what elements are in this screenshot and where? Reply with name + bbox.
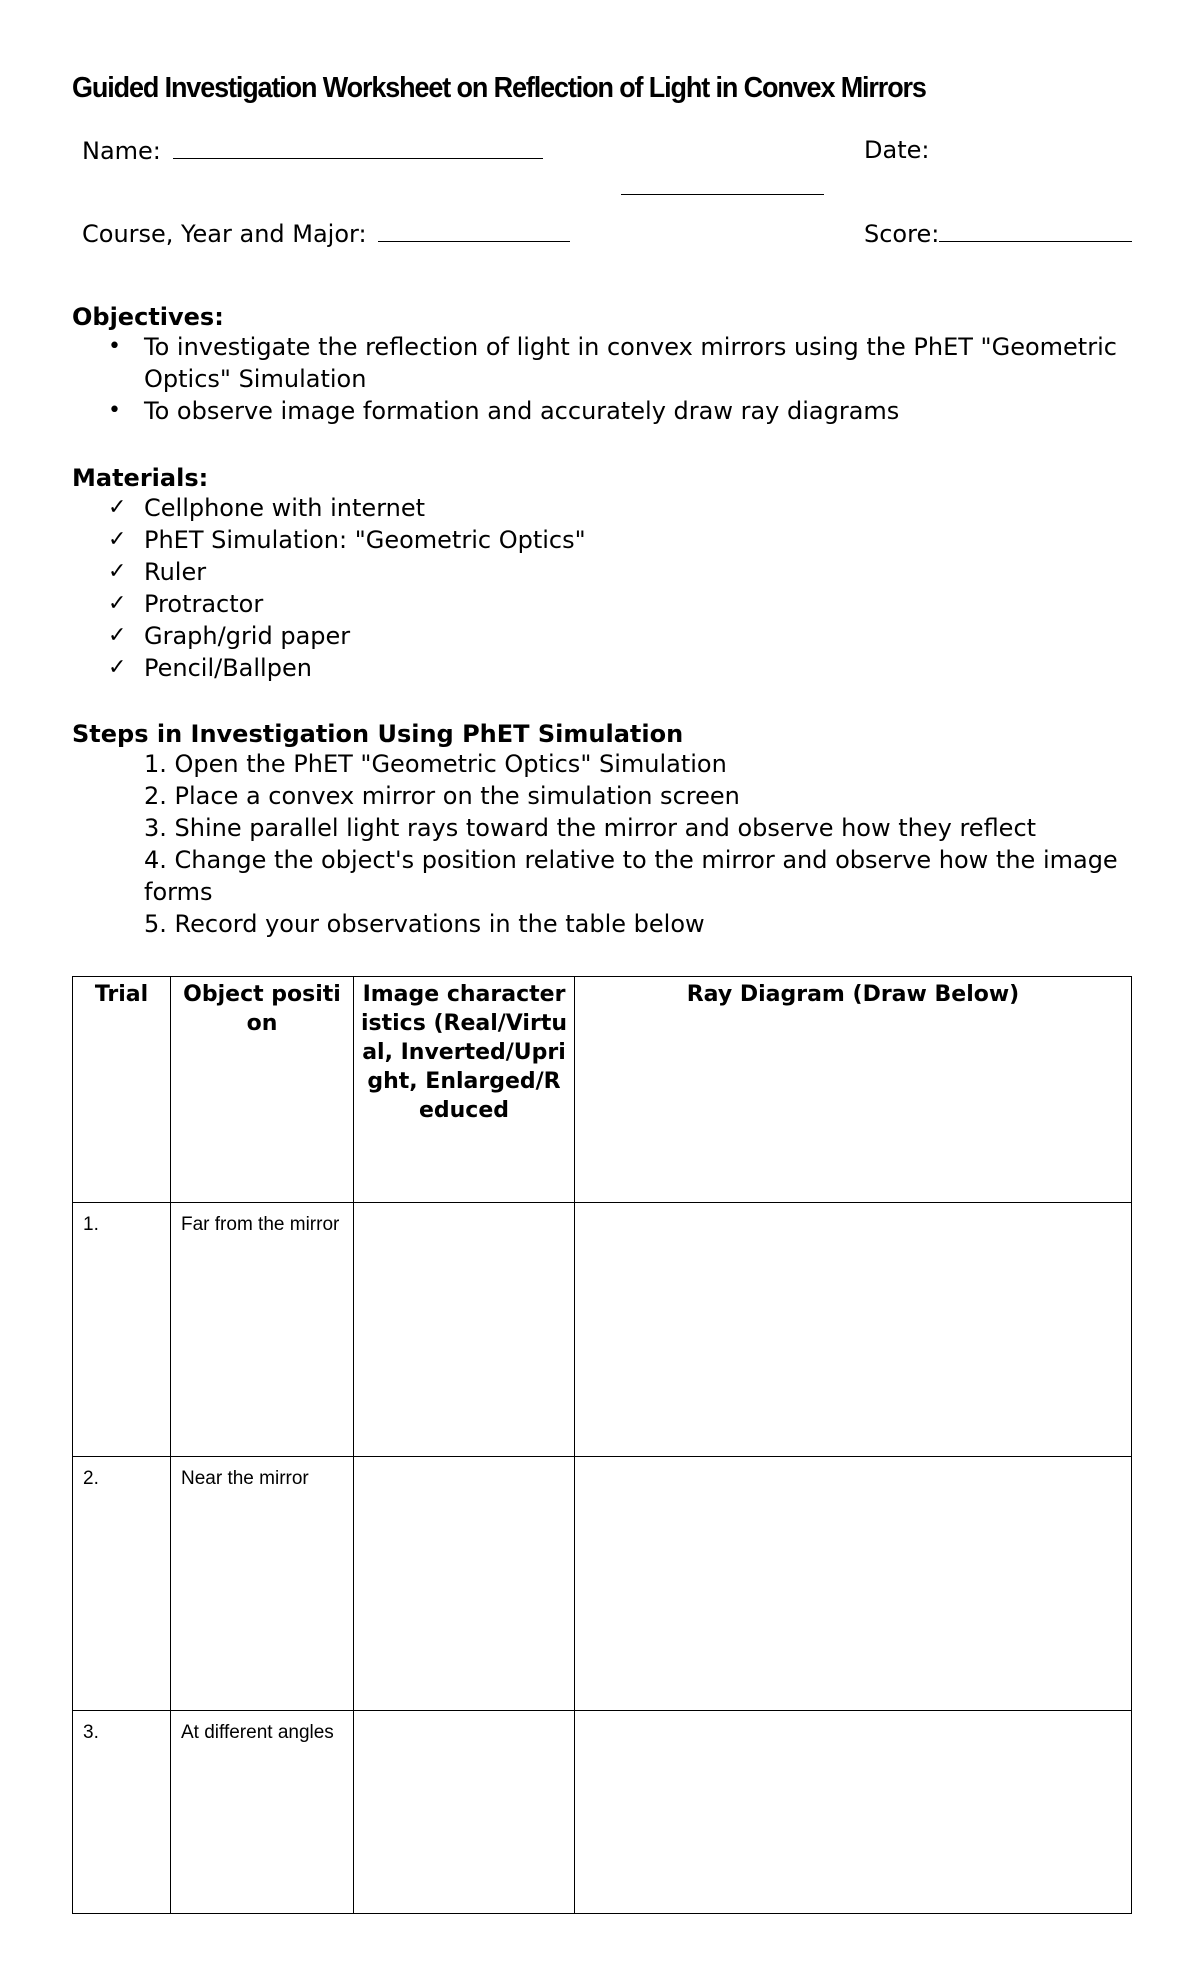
checkmark-icon: ✓ — [108, 527, 127, 552]
course-blank[interactable] — [378, 219, 570, 242]
image-characteristics-cell[interactable] — [354, 1711, 575, 1914]
bullet-icon: • — [108, 334, 121, 359]
checkmark-icon: ✓ — [108, 495, 127, 520]
step-item: 1. Open the PhET "Geometric Optics" Simulation — [144, 750, 727, 778]
table-header-row — [73, 977, 1132, 1203]
step-item: 3. Shine parallel light rays toward the mirror and observe how they reflect — [144, 814, 1037, 842]
step-item: 5. Record your observations in the table below — [144, 910, 705, 938]
table-row — [73, 1711, 1132, 1914]
checkmark-icon: ✓ — [108, 655, 127, 680]
steps-heading: Steps in Investigation Using PhET Simulation — [72, 720, 684, 748]
object-position: Near the mirror — [171, 1457, 354, 1711]
name-field — [82, 136, 543, 165]
header-trial: Trial — [73, 977, 171, 1203]
material-item: ✓ Graph/grid paper — [108, 622, 351, 650]
ray-diagram-cell[interactable] — [575, 1203, 1132, 1457]
worksheet-title: Guided Investigation Worksheet on Reflection of Light in Convex Mirrors — [72, 72, 926, 104]
table-row — [73, 1457, 1132, 1711]
material-item: ✓ Protractor — [108, 590, 264, 618]
materials-list — [72, 492, 1152, 684]
course-label: Course, Year and Major: — [82, 220, 367, 248]
header-image-characteristics: Image characteristics (Real/Virtual, Inverted/Upright, Enlarged/Reduced — [354, 977, 575, 1203]
steps-list — [72, 748, 1142, 940]
score-label: Score: — [864, 220, 940, 248]
trial-number: 3. — [73, 1711, 171, 1914]
score-field — [864, 219, 1132, 248]
objective-item: • To observe image formation and accurately draw ray diagrams — [108, 397, 900, 425]
course-field — [82, 219, 570, 248]
score-blank[interactable] — [939, 219, 1132, 242]
objectives-list — [72, 331, 1152, 427]
image-characteristics-cell[interactable] — [354, 1203, 575, 1457]
observation-table — [72, 976, 1132, 1914]
checkmark-icon: ✓ — [108, 591, 127, 616]
steps-section — [72, 720, 1142, 940]
objectives-section — [72, 303, 1152, 427]
date-blank[interactable] — [621, 194, 824, 195]
name-label: Name: — [82, 137, 161, 165]
bullet-icon: • — [108, 398, 121, 423]
checkmark-icon: ✓ — [108, 559, 127, 584]
date-label: Date: — [864, 136, 930, 164]
step-item: 4. Change the object's position relative to the mirror and observe how the image forms — [144, 846, 1118, 906]
trial-number: 2. — [73, 1457, 171, 1711]
material-item: ✓ Cellphone with internet — [108, 494, 426, 522]
header-ray-diagram: Ray Diagram (Draw Below) — [575, 977, 1132, 1203]
image-characteristics-cell[interactable] — [354, 1457, 575, 1711]
object-position: At different angles — [171, 1711, 354, 1914]
material-item: ✓ Pencil/Ballpen — [108, 654, 312, 682]
ray-diagram-cell[interactable] — [575, 1457, 1132, 1711]
material-item: ✓ Ruler — [108, 558, 207, 586]
object-position: Far from the mirror — [171, 1203, 354, 1457]
objectives-heading: Objectives: — [72, 303, 224, 331]
objective-item: • To investigate the reflection of light in convex mirrors using the PhET "Geometric Optics" Simulation — [108, 333, 1117, 393]
materials-section — [72, 464, 1152, 684]
ray-diagram-cell[interactable] — [575, 1711, 1132, 1914]
step-item: 2. Place a convex mirror on the simulation screen — [144, 782, 740, 810]
table-row — [73, 1203, 1132, 1457]
material-item: ✓ PhET Simulation: "Geometric Optics" — [108, 526, 586, 554]
trial-number: 1. — [73, 1203, 171, 1457]
name-blank[interactable] — [173, 136, 543, 159]
header-object-position: Object position — [171, 977, 354, 1203]
materials-heading: Materials: — [72, 464, 209, 492]
checkmark-icon: ✓ — [108, 623, 127, 648]
